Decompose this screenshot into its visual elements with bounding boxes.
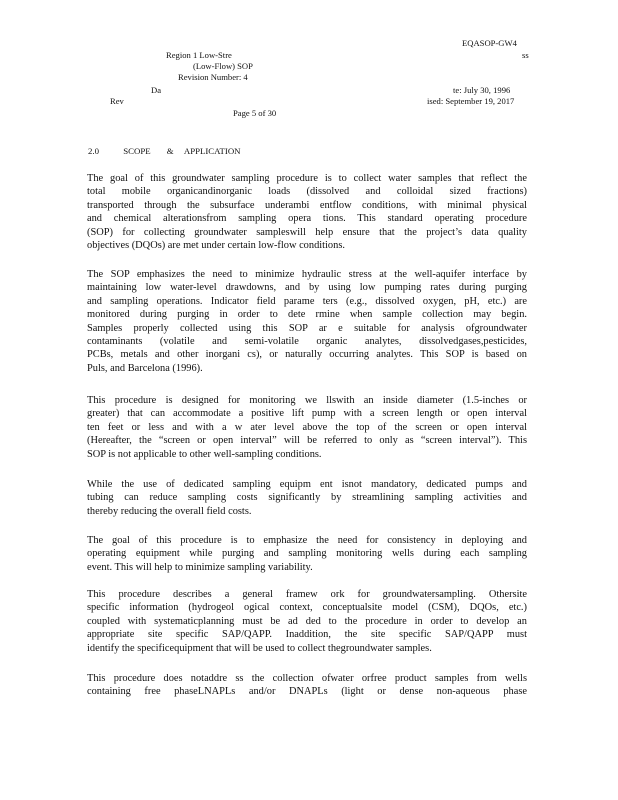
header-date: te: July 30, 1996	[453, 85, 511, 95]
section-title-2: APPLICATION	[183, 146, 241, 156]
header-rev: Rev	[110, 96, 124, 106]
section-ampersand: &	[166, 146, 174, 156]
text-line: and sampling operations. Indicator field parame ters (e.g., dissolved oxygen, pH, etc.) are	[87, 295, 527, 307]
section-heading	[88, 146, 241, 156]
text-line: tubing can reduce sampling costs significantly by streamlining sampling activities and	[87, 492, 527, 504]
text-line: total mobile organicandinorganic loads (dissolved and colloidal sized fractions)	[87, 186, 527, 198]
text-line: Samples properly collected using this SOP ar e suitable for analysis ofgroundwater	[87, 322, 527, 334]
text-line: (Hereafter, the “screen or open interval” will be referred to only as “screen interval”). This	[87, 435, 527, 447]
header-da: Da	[151, 85, 162, 95]
paragraph-1	[87, 172, 527, 252]
text-line: The goal of this groundwater sampling procedure is to collect water samples that reflect the	[87, 173, 527, 184]
text-line: monitored during purging in order to dete rmine when sample collection may begin.	[87, 309, 527, 321]
text-line: maintaining low water-level drawdowns, and by using low pumping rates during purging	[87, 282, 527, 294]
text-line: ten feet or less and with a w ater level above the top of the screen or open interval	[87, 421, 527, 433]
text-line: SOP is not applicable to other well-sampling conditions.	[87, 448, 322, 460]
text-line: transported through the subsurface underambi entflow conditions, with minimal physical	[87, 199, 527, 211]
text-line: objectives (DQOs) are met under certain low-flow conditions.	[87, 240, 345, 252]
text-line: The goal of this procedure is to emphasize the need for consistency in deploying and	[87, 535, 527, 546]
header-low-flow-sop: (Low-Flow) SOP	[193, 61, 253, 71]
header-revision-number: Revision Number: 4	[178, 72, 248, 82]
paragraph-6	[87, 588, 527, 655]
text-line: This procedure is designed for monitoring we llswith an inside diameter (1.5-inches or	[87, 395, 527, 406]
text-line: Puls, and Barcelona (1996).	[87, 362, 203, 374]
text-line: This procedure does notaddre ss the collection ofwater orfree product samples from wells	[87, 673, 527, 684]
header-ss: ss	[522, 50, 529, 60]
page-number: Page 5 of 30	[233, 108, 277, 118]
text-line: operating equipment while purging and sampling monitoring wells during each sampling	[87, 548, 527, 560]
text-line: contaminants (volatile and semi-volatile organic analytes, dissolvedgases,pesticides,	[87, 336, 527, 348]
text-line: The SOP emphasizes the need to minimize hydraulic stress at the well-aquifer interface by	[87, 269, 527, 280]
section-number: 2.0	[88, 146, 99, 156]
text-line: and chemical alterationsfrom sampling opera tions. This standard operating procedure	[87, 213, 527, 225]
document-id: EQASOP-GW4	[462, 38, 517, 48]
header-region: Region 1 Low-Stre	[166, 50, 232, 60]
text-line: event. This will help to minimize sampling variability.	[87, 561, 313, 573]
text-line: identify the specificequipment that will be used to collect thegroundwater samples.	[87, 642, 432, 654]
section-title: SCOPE	[123, 146, 151, 156]
text-line: greater) that can accommodate a positive lift pump with a screen length or open interval	[87, 408, 527, 420]
paragraph-7	[87, 672, 527, 699]
paragraph-5	[87, 534, 527, 574]
paragraph-4	[87, 478, 527, 518]
text-line: While the use of dedicated sampling equipm ent isnot mandatory, dedicated pumps and	[87, 479, 527, 490]
text-line: PCBs, metals and other inorgani cs), or naturally occurring analytes. This SOP is based on	[87, 349, 527, 361]
paragraph-2	[87, 268, 527, 375]
text-line: specific information (hydrogeol ogical context, conceptualsite model (CSM), DQOs, etc.)	[87, 602, 527, 614]
text-line: (SOP) for collecting groundwater sampleswill help ensure that the project’s data quality	[87, 226, 527, 238]
text-line: thereby reducing the overall field costs.	[87, 505, 252, 517]
text-line: containing free phaseLNAPLs and/or DNAPLs (light or dense non-aqueous phase	[87, 686, 527, 698]
text-line: This procedure describes a general framew ork for groundwatersampling. Othersite	[87, 589, 527, 600]
paragraph-3	[87, 394, 527, 461]
text-line: appropriate site specific SAP/QAPP. Inaddition, the site specific SAP/QAPP must	[87, 629, 527, 641]
text-line: coupled with systematicplanning must be ad ded to the procedure in order to develop an	[87, 615, 527, 627]
header-revised-date: ised: September 19, 2017	[427, 96, 515, 106]
